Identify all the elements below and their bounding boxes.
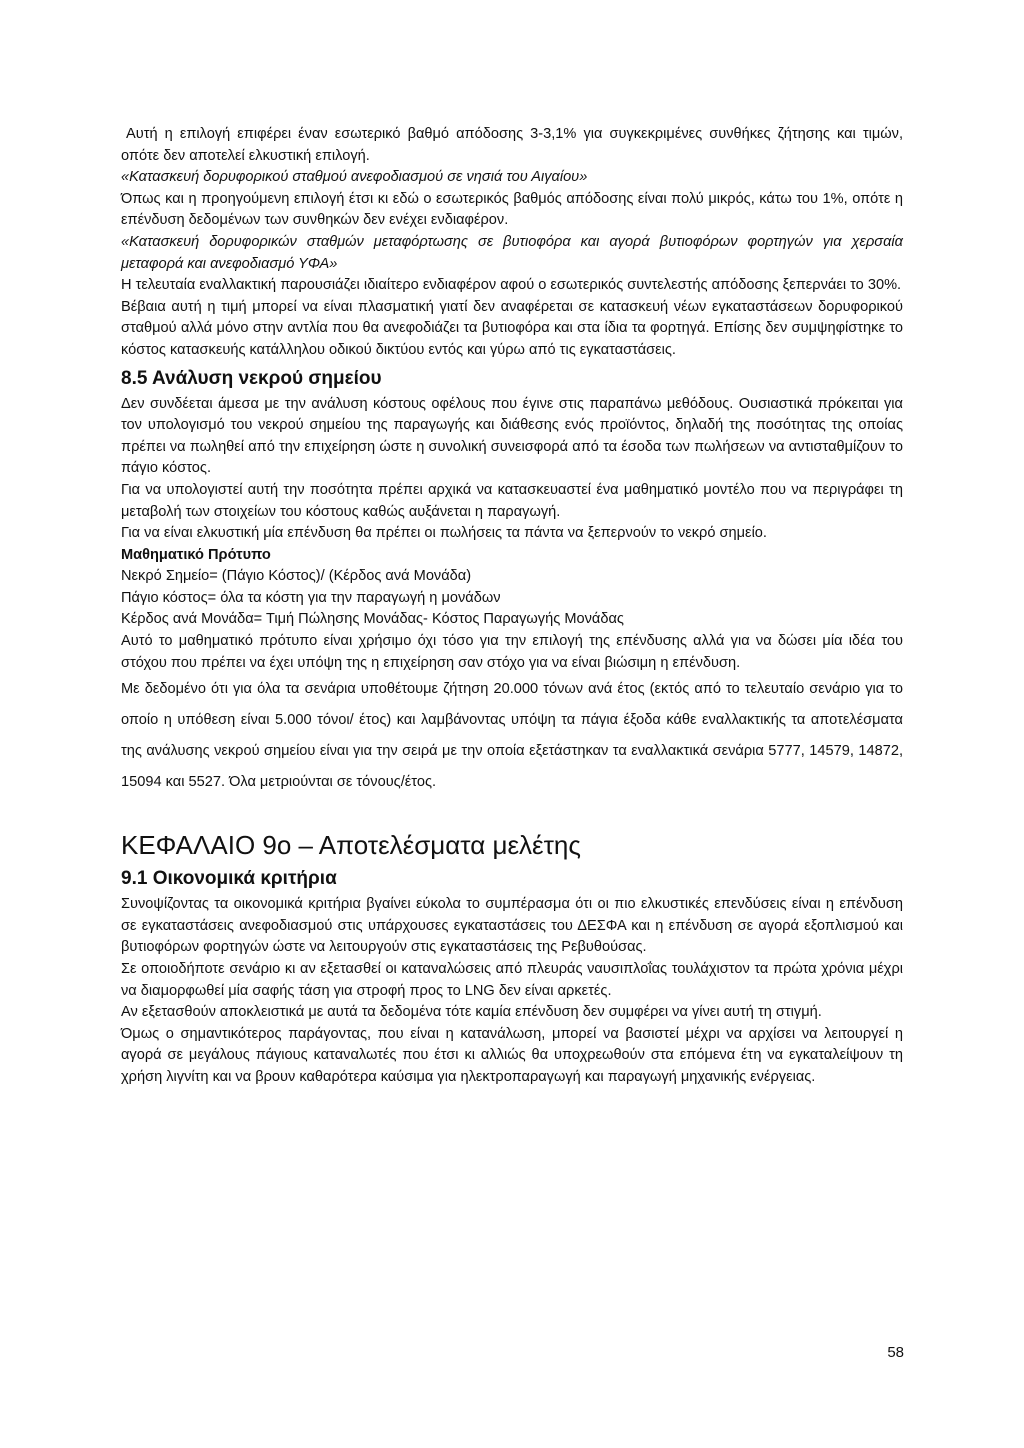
- paragraph: Συνοψίζοντας τα οικονομικά κριτήρια βγαίνει εύκολα το συμπέρασμα ότι οι πιο ελκυστικές επενδύσεις είναι η επένδυση σε εγκαταστάσεις ανεφοδιασμού στις υπάρχουσες εγκαταστάσεις του ΔΕΣΦΑ και η επένδυση σε αγορά εξοπλισμού και βυτιοφόρων φορτηγών ώστε να λειτουργούν στις εγκαταστάσεις της Ρεβυθούσας.: [121, 896, 903, 956]
- chapter-heading: ΚΕΦΑΛΑΙΟ 9ο – Αποτελέσματα μελέτης: [121, 830, 581, 861]
- document-body: [121, 124, 903, 1089]
- paragraph: Αν εξετασθούν αποκλειστικά με αυτά τα δεδομένα τότε καμία επένδυση δεν συμφέρει να γίνει αυτή τη στιγμή.: [121, 1004, 822, 1021]
- scenario-title: «Κατασκευή δορυφορικών σταθμών μεταφόρτωσης σε βυτιοφόρα και αγορά βυτιοφόρων φορτηγών για χερσαία μεταφορά και ανεφοδιασμό ΥΦΑ»: [121, 233, 903, 272]
- paragraph: Σε οποιοδήποτε σενάριο κι αν εξετασθεί οι καταναλώσεις από πλευράς ναυσιπλοΐας τουλάχιστον τα πρώτα χρόνια μέχρι να διαμορφωθεί μία σαφής τάση για στροφή προς το LNG δεν είναι αρκετές.: [121, 961, 903, 999]
- paragraph: Όπως και η προηγούμενη επιλογή έτσι κι εδώ ο εσωτερικός βαθμός απόδοσης είναι πολύ μικρός, κάτω του 1%, οπότε η επένδυση δεδομένων των συνθηκών δεν ενέχει ενδιαφέρον.: [121, 190, 903, 229]
- paragraph: Αυτό το μαθηματικό πρότυπο είναι χρήσιμο όχι τόσο για την επιλογή της επένδυσης αλλά για να δώσει μία ιδέα του στόχου που πρέπει να έχει υπόψη της η επιχείρηση σαν στόχο για να είναι βιώσιμη η επένδυση.: [121, 633, 903, 671]
- paragraph: Βέβαια αυτή η τιμή μπορεί να είναι πλασματική γιατί δεν αναφέρεται σε κατασκευή νέων εγκαταστάσεων δορυφορικού σταθμού αλλά μόνο στην αντλία που θα ανεφοδιάζει τα βυτιοφόρα και στα ίδια τα φορτηγά. Επίσης δεν συμψηφίστηκε το κόστος κατασκευής κατάλληλου οδικού δικτύου εντός και γύρω από τις εγκαταστάσεις.: [121, 298, 903, 358]
- scenario-title: «Κατασκευή δορυφορικού σταθμού ανεφοδιασμού σε νησιά του Αιγαίου»: [121, 169, 588, 186]
- formula-line: Νεκρό Σημείο= (Πάγιο Κόστος)/ (Κέρδος ανά Μονάδα): [121, 568, 472, 585]
- page-number: 58: [887, 1344, 904, 1361]
- formula-line: Πάγιο κόστος= όλα τα κόστη για την παραγωγή η μονάδων: [121, 589, 501, 606]
- formula-line: Κέρδος ανά Μονάδα= Τιμή Πώλησης Μονάδας- Κόστος Παραγωγής Μονάδας: [121, 611, 624, 628]
- paragraph: Δεν συνδέεται άμεσα με την ανάλυση κόστους οφέλους που έγινε στις παραπάνω μεθόδους. Ουσιαστικά πρόκειται για τον υπολογισμό του νεκρού σημείου της παραγωγής και διάθεσης ενός προϊόντος, δηλαδή της ποσότητας της οποίας πρέπει να πωληθεί από την επιχείρηση ώστε η συνολική συνεισφορά από τα έσοδα των πωλήσεων να αντισταθμίζουν το πάγιο κόστος.: [121, 395, 903, 477]
- section-heading-9-1: 9.1 Οικονομικά κριτήρια: [121, 868, 337, 890]
- paragraph: Η τελευταία εναλλακτική παρουσιάζει ιδιαίτερο ενδιαφέρον αφού ο εσωτερικός συντελεστής απόδοσης ξεπερνάει το 30%.: [121, 277, 902, 294]
- model-heading: Μαθηματικό Πρότυπο: [121, 546, 271, 563]
- paragraph: Για να είναι ελκυστική μία επένδυση θα πρέπει οι πωλήσεις τα πάντα να ξεπερνούν το νεκρό σημείο.: [121, 525, 767, 542]
- paragraph: Με δεδομένο ότι για όλα τα σενάρια υποθέτουμε ζήτηση 20.000 τόνων ανά έτος (εκτός από το τελευταίο σενάριο για το οποίο η υπόθεση είναι 5.000 τόνοι/ έτος) και λαμβάνοντας υπόψη τα πάγια έξοδα κάθε εναλλακτικής τα αποτελέσματα της ανάλυσης νεκρού σημείου είναι για την σειρά με την οποία εξετάστηκαν τα εναλλακτικά σενάρια 5777, 14579, 14872, 15094 και 5527. Όλα μετριούνται σε τόνους/έτος.: [121, 681, 903, 791]
- section-heading-8-5: 8.5 Ανάλυση νεκρού σημείου: [121, 367, 382, 389]
- paragraph: Όμως ο σημαντικότερος παράγοντας, που είναι η κατανάλωση, μπορεί να βασιστεί μέχρι να αρχίσει να λειτουργεί η αγορά σε μεγάλους πάγιους καταναλωτές που έτσι κι αλλιώς θα υποχρεωθούν στα επόμενα έτη να εγκαταλείψουν τη χρήση λιγνίτη και να βρουν καθαρότερα καύσιμα για ηλεκτροπαραγωγή και παραγωγή μηχανικής ενέργειας.: [121, 1025, 903, 1085]
- paragraph: Αυτή η επιλογή επιφέρει έναν εσωτερικό βαθμό απόδοσης 3-3,1% για συγκεκριμένες συνθήκες ζήτησης και τιμών, οπότε δεν αποτελεί ελκυστική επιλογή.: [121, 126, 903, 164]
- paragraph: Για να υπολογιστεί αυτή την ποσότητα πρέπει αρχικά να κατασκευαστεί ένα μαθηματικό μοντέλο που να περιγράφει τη μεταβολή των στοιχείων του κόστους καθώς αυξάνεται η παραγωγή.: [121, 481, 903, 520]
